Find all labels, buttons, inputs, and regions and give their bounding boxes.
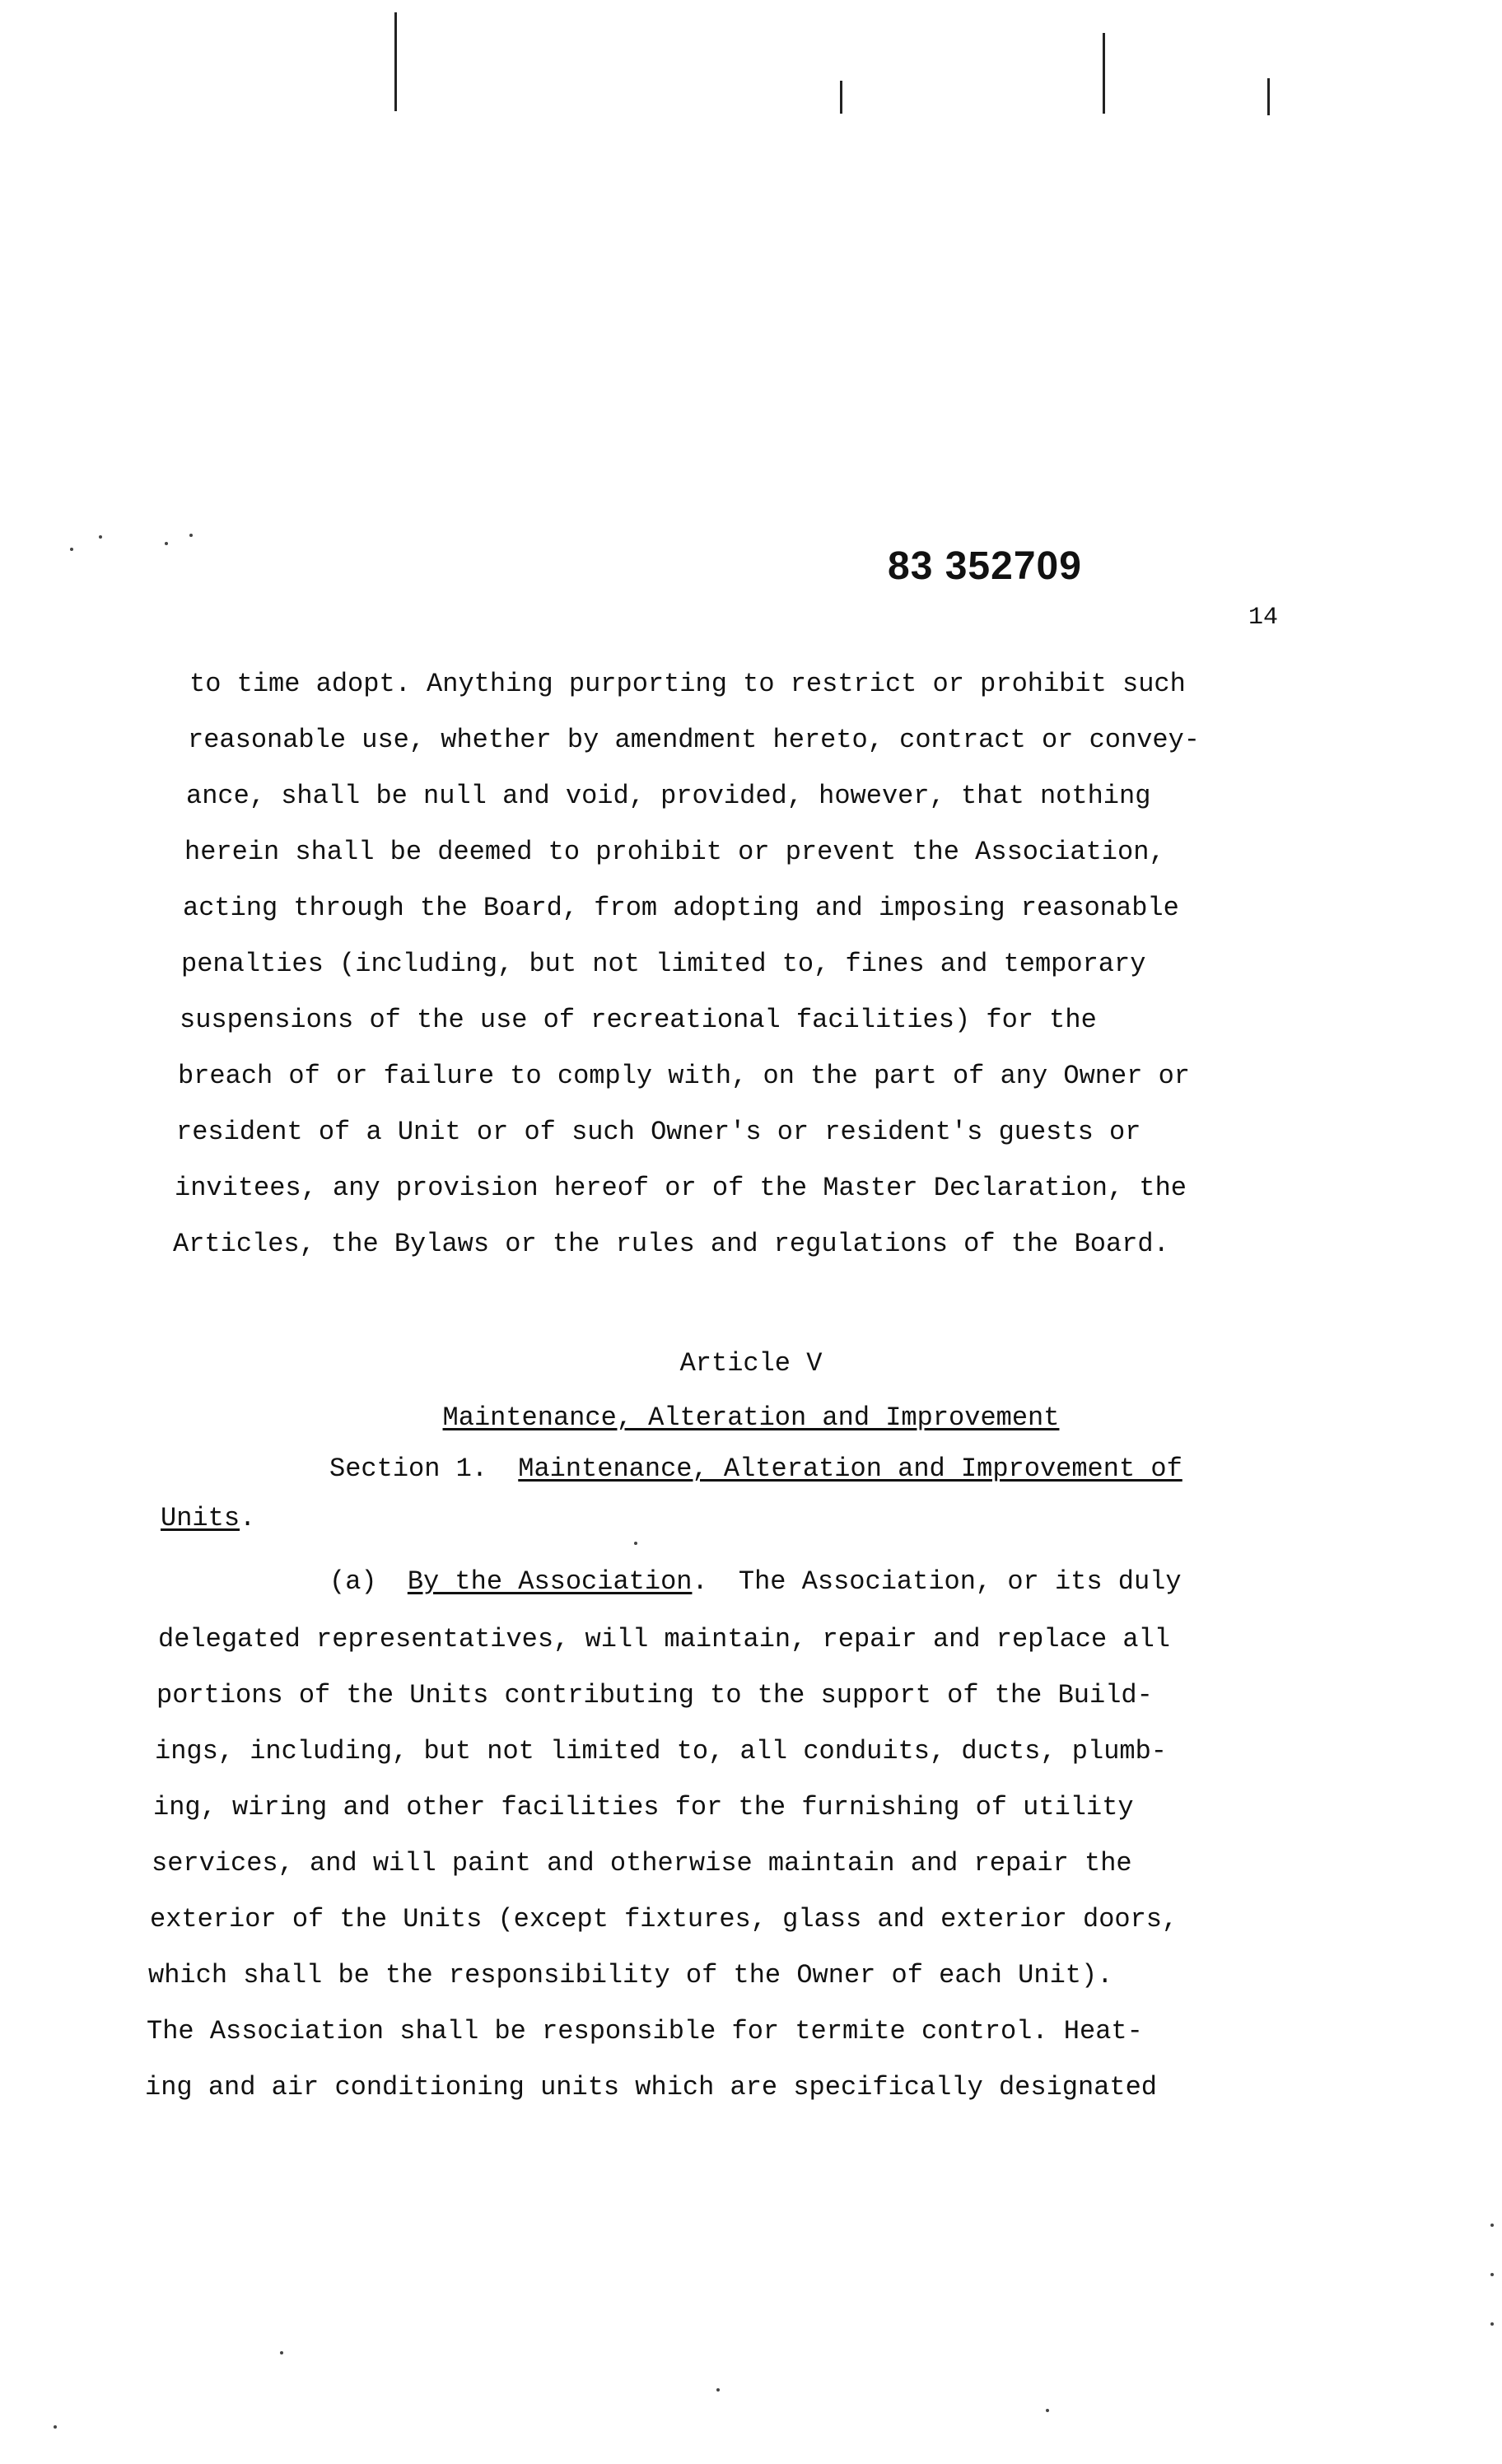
section-heading-continuation — [161, 1505, 255, 1532]
scan-mark — [394, 12, 397, 111]
text-line: reasonable use, whether by amendment hereto, contract or convey- — [188, 725, 1200, 755]
text-line: delegated representatives, will maintain, repair and replace all — [158, 1624, 1170, 1654]
section-heading — [329, 1456, 1182, 1482]
text-line: The Association shall be responsible for termite control. Heat- — [147, 2016, 1143, 2046]
document-number: 83 352709 — [888, 544, 1082, 588]
text-line: penalties (including, but not limited to, fines and temporary — [181, 949, 1146, 979]
scan-speck — [165, 542, 168, 545]
text-line: invitees, any provision hereof or of the Master Declaration, the — [175, 1173, 1187, 1203]
text-line: acting through the Board, from adopting and imposing reasonable — [183, 893, 1179, 923]
subsection-label: (a) — [329, 1566, 377, 1597]
article-title-text: Maintenance, Alteration and Improvement — [442, 1402, 1060, 1433]
article-heading: Article V — [679, 1348, 823, 1379]
scan-speck — [1490, 2224, 1494, 2227]
subsection-title-end: . — [692, 1566, 708, 1597]
text-line: ings, including, but not limited to, all conduits, ducts, plumb- — [155, 1736, 1167, 1766]
text-line: breach of or failure to comply with, on the part of any Owner or — [178, 1061, 1190, 1091]
scan-speck — [280, 2351, 283, 2354]
scan-speck — [634, 1542, 637, 1545]
scan-speck — [189, 534, 193, 537]
scan-speck — [1490, 2322, 1494, 2326]
scan-mark — [1103, 33, 1105, 114]
article-title — [0, 1402, 1502, 1433]
text-line: which shall be the responsibility of the Owner of each Unit). — [148, 1960, 1113, 1990]
text-line: suspensions of the use of recreational facilities) for the — [180, 1005, 1097, 1035]
scan-speck — [1490, 2273, 1494, 2276]
scan-mark — [840, 81, 842, 114]
scan-speck — [70, 548, 73, 551]
text-line: portions of the Units contributing to the support of the Build- — [156, 1680, 1153, 1710]
subsection-title: By the Association — [407, 1566, 693, 1597]
text-line: ing and air conditioning units which are specifically designated — [145, 2072, 1157, 2102]
text-line: herein shall be deemed to prohibit or prevent the Association, — [184, 837, 1165, 867]
text-line: resident of a Unit or of such Owner's or resident's guests or — [176, 1117, 1141, 1147]
scan-speck — [1046, 2409, 1049, 2412]
text-line: services, and will paint and otherwise maintain and repair the — [152, 1848, 1132, 1878]
section-title: Maintenance, Alteration and Improvement of — [518, 1454, 1182, 1484]
text-line: ing, wiring and other facilities for the furnishing of utility — [153, 1792, 1134, 1822]
text-line: exterior of the Units (except fixtures, glass and exterior doors, — [150, 1904, 1178, 1934]
section-title-end: . — [240, 1503, 256, 1533]
scan-speck — [54, 2425, 57, 2429]
section-title-cont: Units — [161, 1503, 240, 1533]
page-number: 14 — [1248, 604, 1279, 632]
text-line: ance, shall be null and void, provided, however, that nothing — [186, 781, 1151, 811]
text-line: Articles, the Bylaws or the rules and regulations of the Board. — [173, 1229, 1169, 1259]
scan-speck — [716, 2388, 720, 2392]
section-label: Section 1. — [329, 1454, 488, 1484]
subsection-first-line-rest: The Association, or its duly — [738, 1566, 1182, 1597]
text-line: to time adopt. Anything purporting to restrict or prohibit such — [189, 669, 1186, 699]
scan-mark — [1267, 78, 1270, 115]
subsection-a-first-line — [329, 1566, 1182, 1597]
scan-speck — [99, 535, 102, 539]
